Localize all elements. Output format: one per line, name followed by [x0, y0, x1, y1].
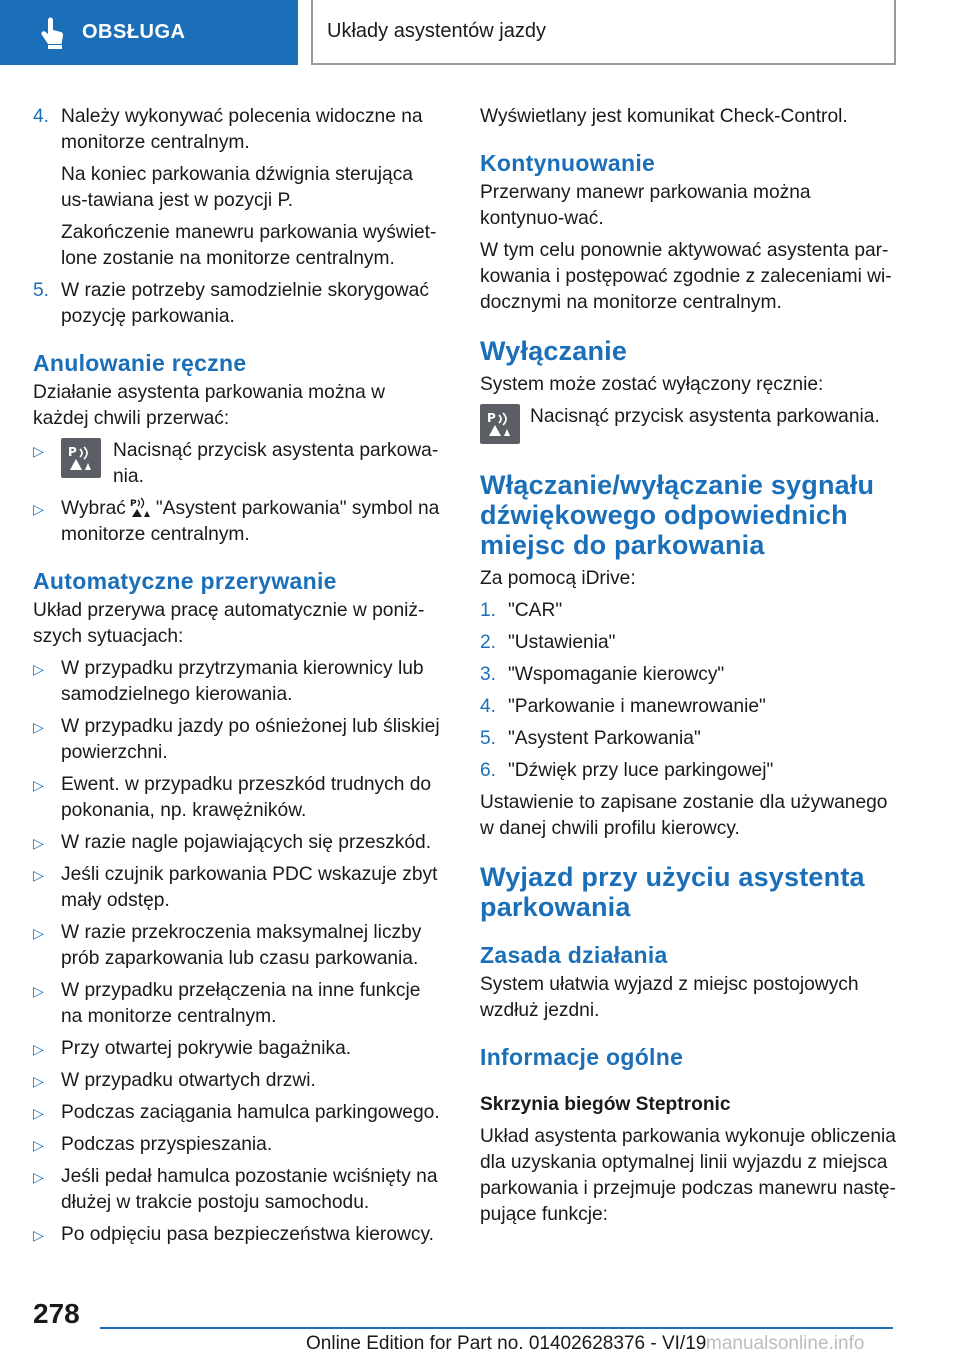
list-item-text: W przypadku jazdy po ośnieżonej lub śliskiej powierzchni. [61, 716, 440, 763]
list-item [33, 1132, 441, 1158]
paragraph: Wyświetlany jest komunikat Check-Control. [480, 106, 848, 127]
svg-text:P: P [129, 499, 137, 509]
svg-text:P: P [487, 411, 496, 425]
menu-step [480, 726, 898, 752]
menu-step [480, 598, 898, 624]
step-number: 3. [480, 664, 497, 685]
list-item-text: Jeśli pedał hamulca pozostanie wciśnięty na dłużej w trakcie postoju samochodu. [61, 1166, 438, 1213]
list-item-text: W razie nagle pojawiających się przeszkód. [61, 832, 432, 853]
step-text: "Dźwięk przy luce parkingowej" [508, 760, 774, 781]
list-item-text: Podczas przyspieszania. [61, 1134, 273, 1155]
paragraph: Przerwany manewr parkowania można kontynuo-wać. [480, 182, 811, 229]
paragraph: Ustawienie to zapisane zostanie dla używanego w danej chwili profilu kierowcy. [480, 792, 888, 839]
step-note: Zakończenie manewru parkowania wyświet-lone zostanie na monitorze centralnym. [61, 222, 437, 269]
step-text: "Asystent Parkowania" [508, 728, 701, 749]
heading-exit-assist: Wyjazd przy użyciu asystenta parkowania [480, 862, 865, 922]
bullet-icon: ▷ [33, 1227, 44, 1243]
list-item [33, 978, 441, 1030]
list-item [33, 438, 441, 490]
list-item [33, 1100, 441, 1126]
list-item [33, 1222, 441, 1248]
step-number: 1. [480, 600, 497, 621]
heading-continue: Kontynuowanie [480, 150, 656, 176]
section-label: OBSŁUGA [82, 21, 186, 43]
hand-pointer-icon [36, 16, 70, 50]
step-text: "Parkowanie i manewrowanie" [508, 696, 766, 717]
paragraph: Układ przerywa pracę automatycznie w poniż-szych sytuacjach: [33, 600, 425, 647]
menu-step [480, 662, 898, 688]
paragraph: System ułatwia wyjazd z miejsc postojowych wzdłuż jezdni. [480, 974, 859, 1021]
bullet-icon: ▷ [33, 501, 44, 517]
list-item-text: "Asystent parkowania" symbol na monitorze centralnym. [61, 498, 440, 545]
list-item-text: Przy otwartej pokrywie bagażnika. [61, 1038, 352, 1059]
list-item [33, 496, 441, 548]
park-assist-button-icon [61, 438, 101, 478]
list-item [33, 862, 441, 914]
edition-text: Online Edition for Part no. 01402628376 - VI/19 [306, 1333, 707, 1354]
list-item [33, 1164, 441, 1216]
bullet-icon: ▷ [33, 1041, 44, 1057]
paragraph: Układ asystenta parkowania wykonuje obliczenia dla uzyskania optymalnej linii wyjazdu z miejsca parkowania i przejmuje podczas manewru nastę-pujące funkcje: [480, 1126, 896, 1225]
instruction-text: Nacisnąć przycisk asystenta parkowania. [530, 406, 880, 427]
step-text: "CAR" [508, 600, 563, 621]
list-item-text: Podczas zaciągania hamulca parkingowego. [61, 1102, 440, 1123]
park-assist-symbol-icon [130, 496, 152, 518]
paragraph: Za pomocą iDrive: [480, 568, 636, 589]
list-item [33, 772, 441, 824]
step-number: 6. [480, 760, 497, 781]
paragraph: Działanie asystenta parkowania można w każdej chwili przerwać: [33, 382, 385, 429]
list-item [33, 714, 441, 766]
bullet-icon: ▷ [33, 1105, 44, 1121]
list-item-text: Ewent. w przypadku przeszkód trudnych do pokonania, np. krawężników. [61, 774, 432, 821]
bullet-icon: ▷ [33, 777, 44, 793]
subheading-steptronic: Skrzynia biegów Steptronic [480, 1094, 731, 1115]
heading-general-info: Informacje ogólne [480, 1044, 684, 1070]
park-assist-button-icon [480, 404, 520, 444]
paragraph: W tym celu ponownie aktywować asystenta par-kowania i postępować zgodnie z zaleceniami wi-docznymi na monitorze centralnym. [480, 240, 892, 313]
step-text: "Ustawienia" [508, 632, 616, 653]
chapter-header [311, 0, 896, 65]
step-4 [33, 104, 441, 272]
list-item [33, 920, 441, 972]
menu-step [480, 758, 898, 784]
step-text: Należy wykonywać polecenia widoczne na monitorze centralnym. [61, 106, 423, 153]
heading-auto-interrupt: Automatyczne przerywanie [33, 568, 337, 594]
step-number: 4. [33, 106, 50, 127]
step-text: "Wspomaganie kierowcy" [508, 664, 725, 685]
bullet-icon: ▷ [33, 983, 44, 999]
svg-text:P: P [68, 445, 77, 459]
section-tab [0, 0, 298, 65]
bullet-icon: ▷ [33, 867, 44, 883]
heading-switch-off: Wyłączanie [480, 336, 628, 366]
menu-step [480, 694, 898, 720]
step-note: Na koniec parkowania dźwignia sterująca us-tawiana jest w pozycji P. [61, 164, 413, 211]
bullet-icon: ▷ [33, 443, 44, 459]
step-number: 4. [480, 696, 497, 717]
menu-step [480, 630, 898, 656]
page-number: 278 [33, 1298, 80, 1329]
list-item-text: Wybrać [61, 498, 126, 519]
list-item-text: W przypadku otwartych drzwi. [61, 1070, 316, 1091]
heading-sound-toggle: Włączanie/wyłączanie sygnału dźwiękowego odpowiednich miejsc do parkowania [480, 470, 875, 560]
bullet-icon: ▷ [33, 661, 44, 677]
right-column [480, 104, 898, 1234]
bullet-icon: ▷ [33, 719, 44, 735]
list-item-text: Nacisnąć przycisk asystenta parkowa-nia. [113, 440, 439, 487]
list-item-text: W przypadku przełączenia na inne funkcje na monitorze centralnym. [61, 980, 421, 1027]
bullet-icon: ▷ [33, 1169, 44, 1185]
step-number: 5. [33, 280, 50, 301]
step-number: 5. [480, 728, 497, 749]
bullet-icon: ▷ [33, 1073, 44, 1089]
list-item [33, 656, 441, 708]
step-number: 2. [480, 632, 497, 653]
bullet-icon: ▷ [33, 1137, 44, 1153]
button-instruction [480, 404, 898, 450]
list-item [33, 830, 441, 856]
list-item-text: W przypadku przytrzymania kierownicy lub samodzielnego kierowania. [61, 658, 424, 705]
bullet-icon: ▷ [33, 835, 44, 851]
heading-manual-cancel: Anulowanie ręczne [33, 350, 247, 376]
footer-divider [100, 1327, 893, 1329]
list-item [33, 1068, 441, 1094]
step-5 [33, 278, 441, 330]
left-column [33, 104, 441, 1254]
list-item-text: Jeśli czujnik parkowania PDC wskazuje zbyt mały odstęp. [61, 864, 438, 911]
bullet-icon: ▷ [33, 925, 44, 941]
step-text: W razie potrzeby samodzielnie skorygować pozycję parkowania. [61, 280, 429, 327]
chapter-title: Układy asystentów jazdy [327, 20, 546, 42]
heading-principle: Zasada działania [480, 942, 668, 968]
watermark: manualsonline.info [706, 1333, 865, 1354]
list-item-text: W razie przekroczenia maksymalnej liczby prób zaparkowania lub czasu parkowania. [61, 922, 422, 969]
paragraph: System może zostać wyłączony ręcznie: [480, 374, 824, 395]
list-item-text: Po odpięciu pasa bezpieczeństwa kierowcy. [61, 1224, 434, 1245]
list-item [33, 1036, 441, 1062]
